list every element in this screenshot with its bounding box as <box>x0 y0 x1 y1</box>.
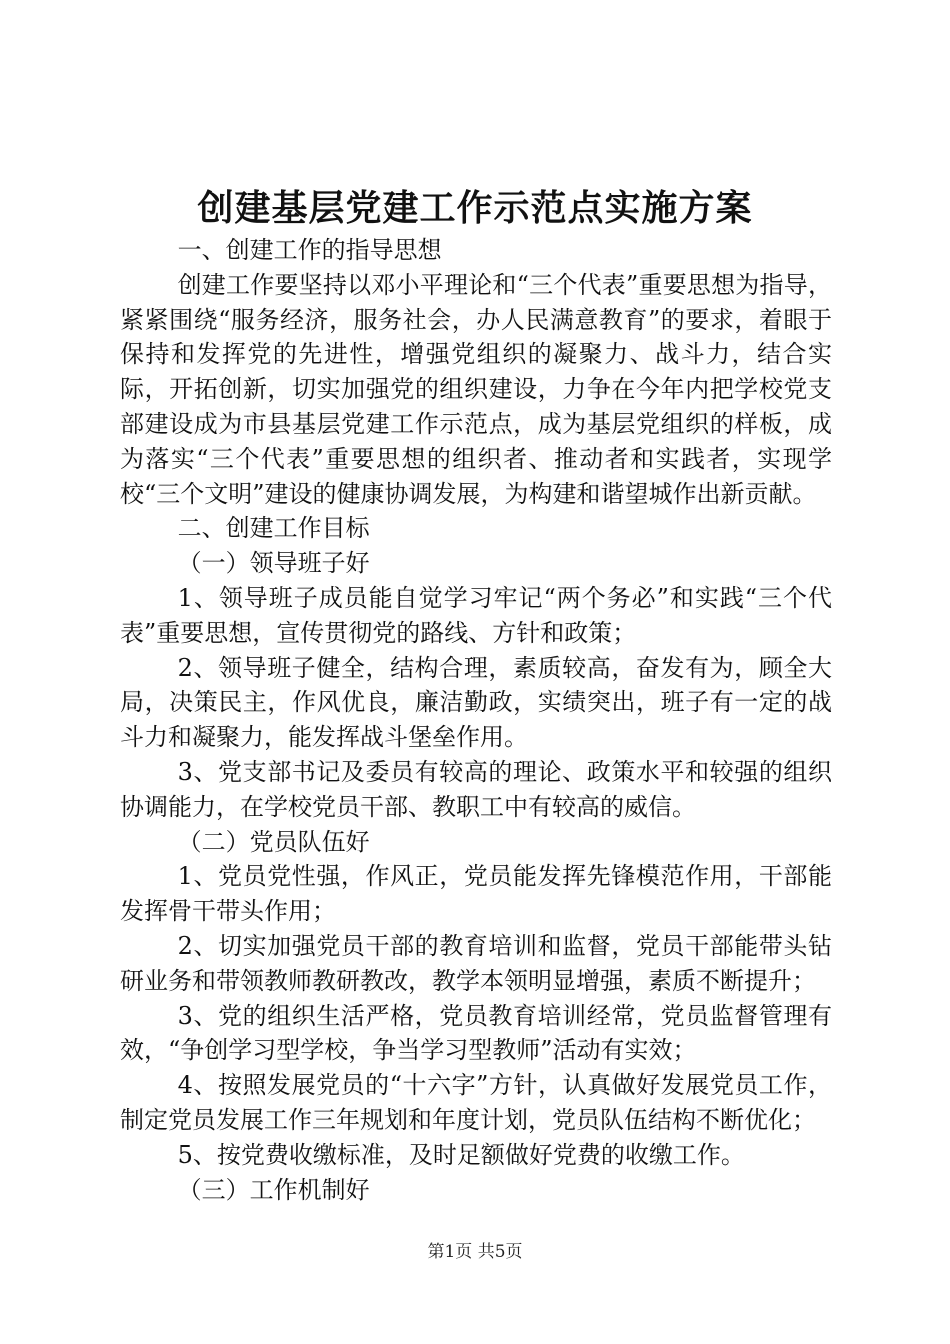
section-heading: 二、创建工作目标 <box>177 514 370 543</box>
list-item: 2、领导班子健全，结构合理，素质较高，奋发有为，顾全大局，决策民主，作风优良，廉洁勤政，实绩突出，班子有一定的战斗力和凝聚力，能发挥战斗堡垒作用。 <box>120 653 832 752</box>
body-paragraph: 创建工作要坚持以邓小平理论和“三个代表”重要思想为指导，紧紧围绕“服务经济，服务社会，办人民满意教育”的要求，着眼于保持和发挥党的先进性，增强党组织的凝聚力、战斗力，结合实际，开拓创新，切实加强党的组织建设，力争在今年内把学校党支部建设成为市县基层党建工作示范点，成为基层党组织的样板，成为落实“三个代表”重要思想的组织者、推动者和实践者，实现学校“三个文明”建设的健康协调发展，为构建和谐望城作出新贡献。 <box>120 270 832 508</box>
document-title: 创建基层党建工作示范点实施方案 <box>197 187 753 229</box>
list-item: 5、按党费收缴标准，及时足额做好党费的收缴工作。 <box>177 1140 745 1169</box>
page-footer: 第1页 共5页 <box>427 1242 523 1262</box>
subsection-heading: （三）工作机制好 <box>177 1175 370 1204</box>
list-item: 4、按照发展党员的“十六字”方针，认真做好发展党员工作，制定党员发展工作三年规划和年度计划，党员队伍结构不断优化； <box>120 1071 832 1134</box>
list-item: 1、党员党性强，作风正，党员能发挥先锋模范作用，干部能发挥骨干带头作用； <box>120 862 832 926</box>
list-item: 2、切实加强党员干部的教育培训和监督，党员干部能带头钻研业务和带领教师教研教改，教学本领明显增强，素质不断提升； <box>120 931 832 995</box>
list-item: 3、党支部书记及委员有较高的理论、政策水平和较强的组织协调能力，在学校党员干部、教职工中有较高的威信。 <box>120 757 832 821</box>
subsection-heading: （二）党员队伍好 <box>177 827 370 856</box>
list-item: 3、党的组织生活严格，党员教育培训经常，党员监督管理有效，“争创学习型学校，争当学习型教师”活动有实效； <box>120 1001 832 1065</box>
document-body <box>120 233 832 1207</box>
list-item: 1、领导班子成员能自觉学习牢记“两个务必”和实践“三个代表”重要思想，宣传贯彻党的路线、方针和政策； <box>120 583 832 647</box>
section-heading: 一、创建工作的指导思想 <box>177 236 442 264</box>
subsection-heading: （一）领导班子好 <box>177 549 370 578</box>
